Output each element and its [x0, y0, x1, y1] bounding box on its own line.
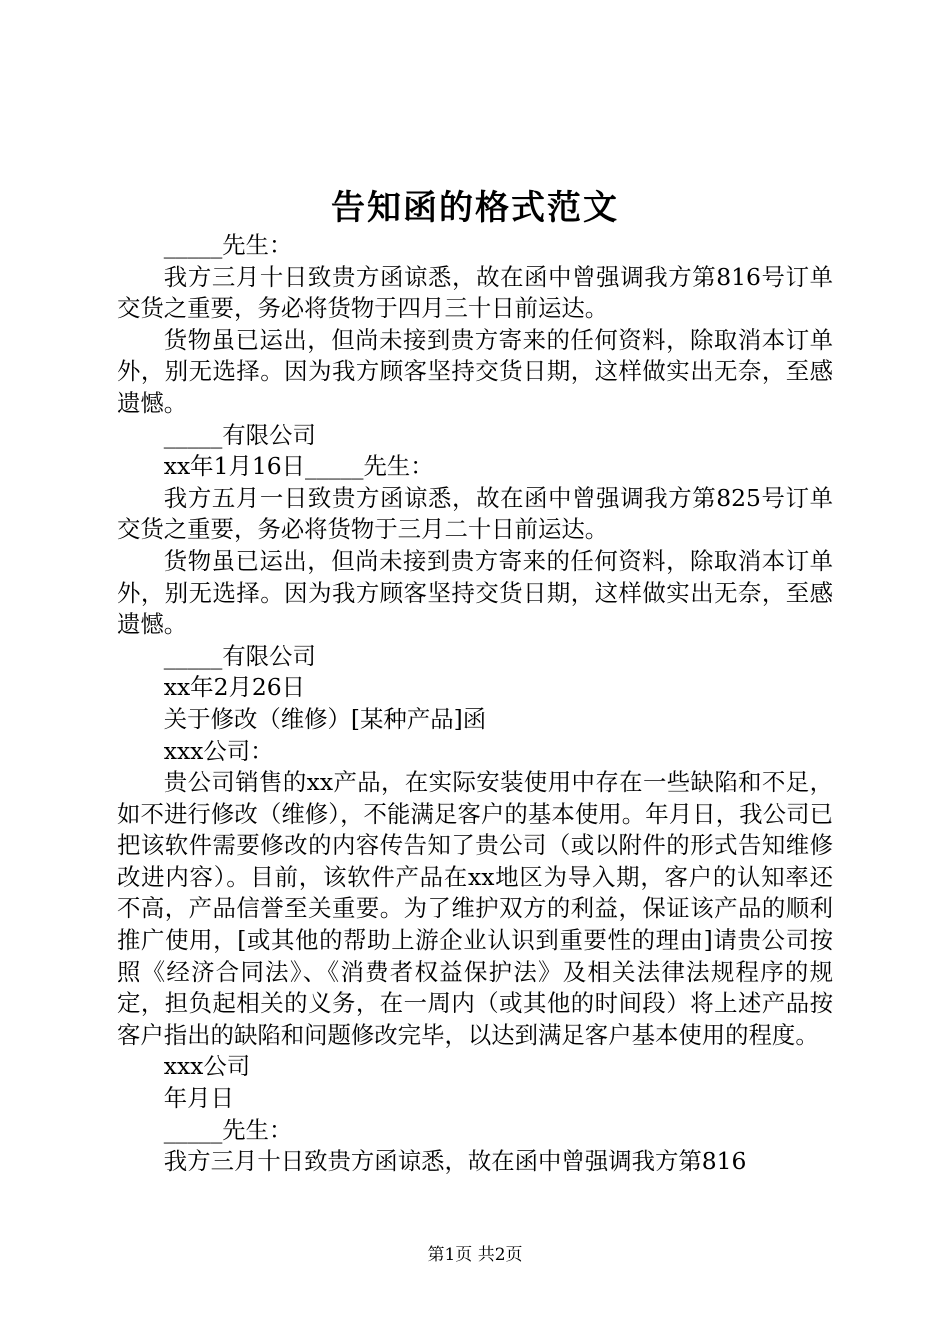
body-paragraph: 我方五月一日致贵方函谅悉，故在函中曾强调我方第825号订单交货之重要，务必将货物于三月二十日前运达。 — [117, 483, 833, 544]
document-title: 告知函的格式范文 — [331, 188, 619, 228]
body-paragraph: 贵公司销售的xx产品，在实际安装使用中存在一些缺陷和不足，如不进行修改（维修），不能满足客户的基本使用。年月日，我公司已把该软件需要修改的内容传告知了贵公司（或以附件的形式告知维修改进内容）。目前，该软件产品在xx地区为导入期，客户的认知率还不高，产品信誉至关重要。为了维护双方的利益，保证该产品的顺利推广使用，[或其他的帮助上游企业认识到重要性的理由]请贵公司按照《经济合同法》、《消费者权益保护法》及相关法律法规程序的规定，担负起相关的义务，在一周内（或其他的时间段）将上述产品按客户指出的缺陷和问题修改完毕，以达到满足客户基本使用的程度。 — [117, 768, 833, 1049]
signature-company: _____有限公司 — [163, 641, 316, 670]
date-salutation: xx年1月16日_____先生： — [163, 452, 434, 481]
body-paragraph: 货物虽已运出，但尚未接到贵方寄来的任何资料，除取消本订单外，别无选择。因为我方顾客坚持交货日期，这样做实出无奈，至感遗憾。 — [117, 546, 833, 639]
signature-date: 年月日 — [163, 1084, 234, 1113]
body-paragraph: 我方三月十日致贵方函谅悉，故在函中曾强调我方第816号订单交货之重要，务必将货物于四月三十日前运达。 — [117, 262, 833, 323]
signature-company: _____有限公司 — [163, 420, 316, 449]
body-paragraph: 货物虽已运出，但尚未接到贵方寄来的任何资料，除取消本订单外，别无选择。因为我方顾客坚持交货日期，这样做实出无奈，至感遗憾。 — [117, 325, 833, 417]
letter-subject: 关于修改（维修）[某种产品]函 — [163, 704, 487, 733]
document-body — [117, 230, 833, 1178]
body-paragraph: 我方三月十日致贵方函谅悉，故在函中曾强调我方第816 — [163, 1147, 747, 1176]
signature-company: xxx公司 — [163, 1052, 251, 1081]
signature-date: xx年2月26日 — [163, 673, 305, 702]
salutation: xxx公司： — [163, 736, 274, 765]
page-footer: 第1页 共2页 — [427, 1245, 523, 1265]
salutation: _____先生： — [163, 231, 293, 259]
salutation: _____先生： — [163, 1115, 293, 1144]
